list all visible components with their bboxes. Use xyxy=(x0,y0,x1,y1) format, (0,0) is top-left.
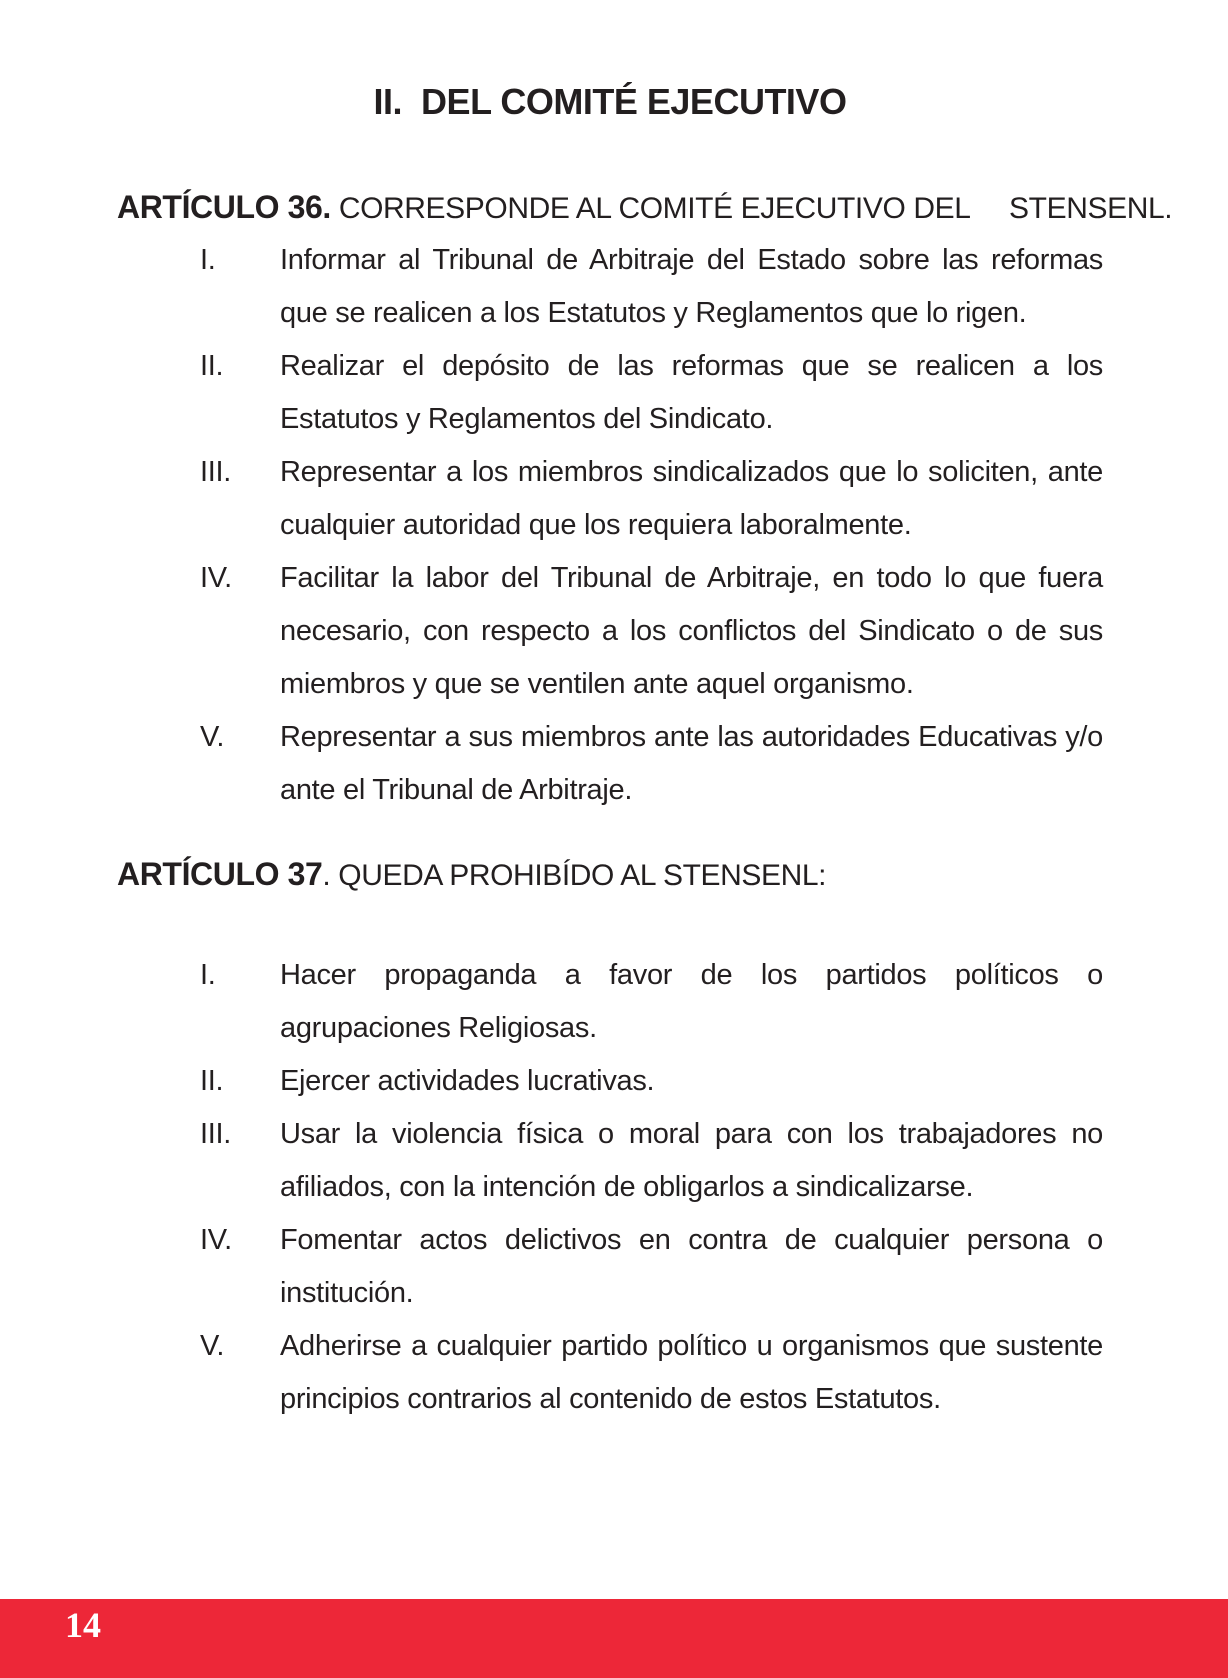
article-37-label: ARTÍCULO 37 xyxy=(117,856,323,892)
list-item-numeral: V. xyxy=(200,721,225,753)
page-content xyxy=(117,0,1173,1426)
list-item-numeral: IV. xyxy=(200,1224,232,1256)
list-item xyxy=(117,1055,1103,1108)
list-item xyxy=(117,446,1103,552)
article-36-list xyxy=(117,234,1103,817)
list-item-numeral: III. xyxy=(200,1118,232,1150)
list-item-text: Facilitar la labor del Tribunal de Arbitraje, en todo lo que fuera necesario, con respecto a los conflictos del Sindicato o de sus miembros y que se ventilen ante aquel organismo. xyxy=(280,562,1103,700)
article-37-heading xyxy=(117,849,1103,901)
list-item xyxy=(117,340,1103,446)
list-item-text: Fomentar actos delictivos en contra de cualquier persona o institución. xyxy=(280,1224,1103,1309)
article-36-label: ARTÍCULO 36. xyxy=(117,189,331,225)
list-item xyxy=(117,1320,1103,1426)
section-title: II. DEL COMITÉ EJECUTIVO xyxy=(373,81,847,122)
article-37-heading-text: . QUEDA PROHIBÍDO AL STENSENL: xyxy=(322,859,827,892)
list-item-text: Realizar el depósito de las reformas que se realicen a los Estatutos y Reglamentos del Sindicato. xyxy=(280,350,1103,435)
article-36-heading-text: CORRESPONDE AL COMITÉ EJECUTIVO DEL STENSENL. xyxy=(330,192,1173,225)
list-item-numeral: II. xyxy=(200,1065,224,1097)
list-item xyxy=(117,949,1103,1055)
list-item-text: Ejercer actividades lucrativas. xyxy=(280,1065,655,1097)
list-item-numeral: V. xyxy=(200,1330,225,1362)
list-item-numeral: III. xyxy=(200,456,232,488)
list-item xyxy=(117,711,1103,817)
list-item xyxy=(117,1108,1103,1214)
article-36-heading xyxy=(117,182,1173,234)
list-item xyxy=(117,1214,1103,1320)
list-item xyxy=(117,234,1103,340)
list-item-text: Representar a los miembros sindicalizados que lo soliciten, ante cualquier autoridad que los requiera laboralmente. xyxy=(280,456,1103,541)
page-number: 14 xyxy=(65,1605,101,1645)
list-item-text: Representar a sus miembros ante las autoridades Educativas y/o ante el Tribunal de Arbitraje. xyxy=(280,721,1103,806)
article-37-list xyxy=(117,949,1103,1426)
list-item-numeral: IV. xyxy=(200,562,232,594)
list-item-text: Hacer propaganda a favor de los partidos políticos o agrupaciones Religiosas. xyxy=(280,959,1103,1044)
footer-bar xyxy=(0,1599,1228,1678)
list-item xyxy=(117,552,1103,711)
list-item-text: Informar al Tribunal de Arbitraje del Estado sobre las reformas que se realicen a los Estatutos y Reglamentos que lo rigen. xyxy=(280,244,1103,329)
list-item-text: Usar la violencia física o moral para con los trabajadores no afiliados, con la intención de obligarlos a sindicalizarse. xyxy=(280,1118,1103,1203)
list-item-text: Adherirse a cualquier partido político u organismos que sustente principios contrarios al contenido de estos Estatutos. xyxy=(280,1330,1103,1415)
list-item-numeral: I. xyxy=(200,244,216,276)
list-item-numeral: I. xyxy=(200,959,216,991)
list-item-numeral: II. xyxy=(200,350,224,382)
